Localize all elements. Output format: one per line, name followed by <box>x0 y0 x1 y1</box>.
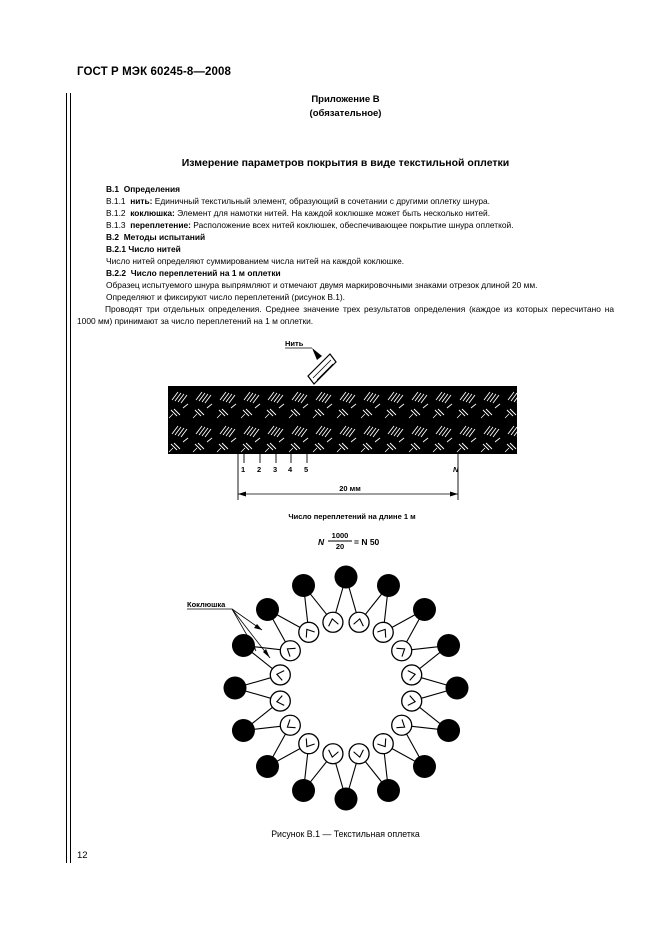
inner-bobbin <box>373 622 393 642</box>
braided-cord <box>168 386 517 454</box>
b22-paragraph-2: Определяют и фиксируют число переплетений (рисунок В.1). <box>106 292 346 302</box>
inner-bobbin <box>373 734 393 754</box>
mark-3: 3 <box>273 465 278 474</box>
outer-bobbin <box>232 634 255 657</box>
bobbin-ring <box>224 566 469 811</box>
mark-5: 5 <box>304 465 309 474</box>
thread-arrow <box>312 348 322 360</box>
mark-numbers <box>241 465 459 474</box>
outer-bobbin <box>292 574 315 597</box>
braid-marks <box>238 454 458 500</box>
outer-bobbin <box>335 788 358 811</box>
annex-status: (обязательное) <box>309 108 382 119</box>
outer-bobbin <box>437 634 460 657</box>
outer-bobbin <box>224 677 247 700</box>
section-title: Измерение параметров покрытия в виде текстильной оплетки <box>181 157 510 169</box>
outer-bobbin <box>335 566 358 589</box>
outer-bobbin <box>437 719 460 742</box>
outer-bobbin <box>413 598 436 621</box>
outer-bobbin <box>446 677 469 700</box>
outer-bobbin <box>377 574 400 597</box>
figure-caption: Рисунок В.1 — Текстильная оплетка <box>271 829 420 839</box>
mark-n: N <box>453 465 459 474</box>
dimension-label: 20 мм <box>339 484 361 493</box>
inner-bobbin <box>270 691 290 711</box>
b22-heading: В.2.2 Число переплетений на 1 м оплетки <box>106 268 281 278</box>
definition-b11: В.1.1 нить: Единичный текстильный элемент, образующий в сочетании с другими оплетку шнура. <box>106 196 490 206</box>
thread-strand <box>308 354 336 384</box>
mark-2: 2 <box>257 465 262 474</box>
outer-bobbin <box>377 779 400 802</box>
inner-bobbin <box>270 665 290 685</box>
formula-caption: Число переплетений на длине 1 м <box>288 512 416 521</box>
formula-n: N <box>318 537 325 547</box>
inner-bobbin <box>323 612 343 632</box>
inner-bobbin <box>280 641 300 661</box>
mark-1: 1 <box>241 465 246 474</box>
thread-label: Нить <box>285 339 304 348</box>
inner-bobbin <box>349 612 369 632</box>
inner-bobbin <box>323 744 343 764</box>
b1-heading: В.1 Определения <box>106 184 180 194</box>
bobbin-label: Коклюшка <box>187 600 226 609</box>
inner-bobbin <box>402 691 422 711</box>
inner-bobbin <box>392 641 412 661</box>
bobbin-leaders <box>187 609 270 658</box>
b2-heading: В.2 Методы испытаний <box>106 232 206 242</box>
b21-heading: В.2.1 Число нитей <box>106 244 181 254</box>
inner-bobbin <box>402 665 422 685</box>
annex-title: Приложение В <box>311 94 380 105</box>
b22-paragraph-1: Образец испытуемого шнура выпрямляют и отмечают двумя маркировочными знаками отрезок длиной 20 мм. <box>106 280 538 290</box>
definition-b12: В.1.2 коклюшка: Элемент для намотки нитей. На каждой коклюшке может быть несколько нитей. <box>106 208 491 218</box>
outer-bobbin <box>292 779 315 802</box>
outer-bobbin <box>256 598 279 621</box>
formula-numerator: 1000 <box>331 531 349 540</box>
formula-result: = N 50 <box>354 537 380 547</box>
document-header: ГОСТ Р МЭК 60245-8—2008 <box>77 66 231 78</box>
outer-bobbin <box>256 755 279 778</box>
inner-bobbin <box>299 734 319 754</box>
mark-4: 4 <box>288 465 293 474</box>
definition-b13: В.1.3 переплетение: Расположение всех нитей коклюшек, обеспечивающее покрытие шнура оплеткой. <box>106 220 514 230</box>
b21-text: Число нитей определяют суммированием числа нитей на каждой коклюшке. <box>106 256 405 266</box>
outer-bobbin <box>232 719 255 742</box>
b22-paragraph-3: Проводят три отдельных определения. Среднее значение трех результатов определения (каждое из которых пересчитано на 1000 мм) принимают за число переплетений на 1 м оплетки. <box>77 304 614 326</box>
inner-bobbin <box>299 622 319 642</box>
page-number: 12 <box>77 850 88 861</box>
formula-denominator: 20 <box>335 542 345 551</box>
inner-bobbin <box>280 715 300 735</box>
inner-bobbin <box>349 744 369 764</box>
outer-bobbin <box>413 755 436 778</box>
inner-bobbin <box>392 715 412 735</box>
